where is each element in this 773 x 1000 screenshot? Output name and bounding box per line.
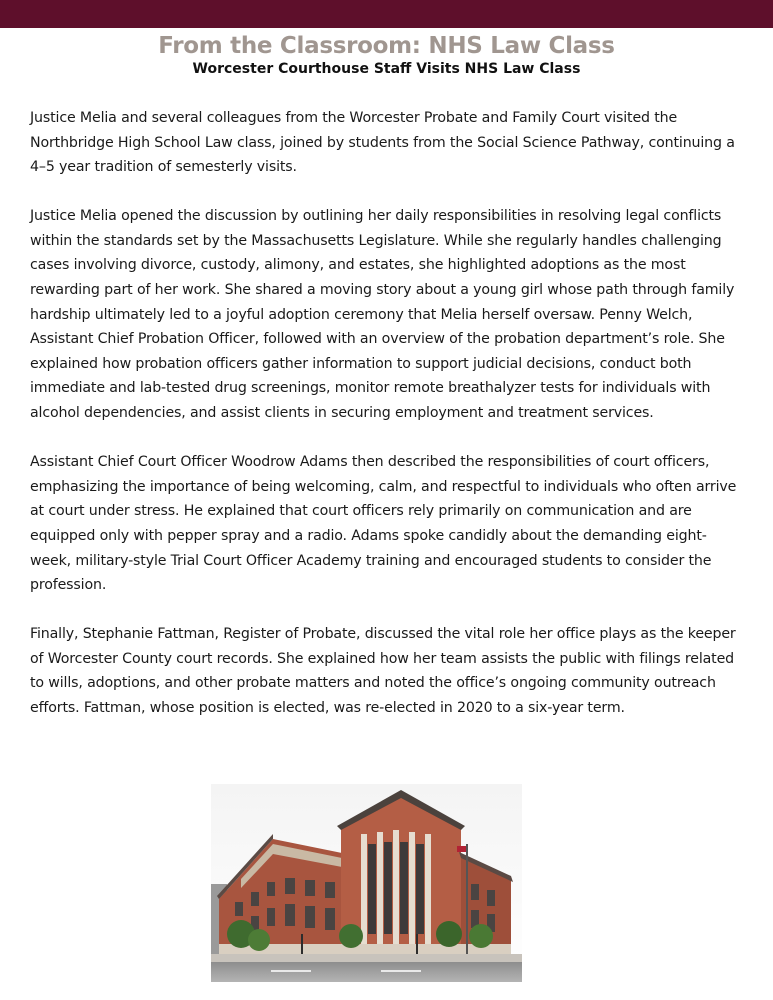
article-paragraph: Finally, Stephanie Fattman, Register of Probate, discussed the vital role her office plays as the keeper of Worcester County court records. She explained how her team assists the public with filings related to wills, adoptions, and other probate matters and noted the office’s ongoing community outreach efforts. Fattman, whose position is elected, was re-elected in 2020 to a six-year term. — [30, 626, 736, 716]
article-body — [30, 106, 745, 745]
page-title: From the Classroom: NHS Law Class — [158, 33, 615, 59]
page-subtitle: Worcester Courthouse Staff Visits NHS Law Class — [192, 61, 581, 77]
courthouse-photo — [211, 784, 522, 982]
article-paragraph: Justice Melia and several colleagues from the Worcester Probate and Family Court visited the Northbridge High School Law class, joined by students from the Social Science Pathway, continuing a 4–5 year tradition of semesterly visits. — [30, 110, 735, 176]
article-paragraph: Assistant Chief Court Officer Woodrow Adams then described the responsibilities of court officers, emphasizing the importance of being welcoming, calm, and respectful to individuals who often arrive at court under stress. He explained that court officers rely primarily on communication and are equipped only with pepper spray and a radio. Adams spoke candidly about the demanding eight-week, military-style Trial Court Officer Academy training and encouraged students to consider the profession. — [30, 454, 737, 594]
header-bar — [0, 0, 773, 28]
article-paragraph: Justice Melia opened the discussion by outlining her daily responsibilities in resolving legal conflicts within the standards set by the Massachusetts Legislature. While she regularly handles challenging cases involving divorce, custody, alimony, and estates, she highlighted adoptions as the most rewarding part of her work. She shared a moving story about a young girl whose path through family hardship ultimately led to a joyful adoption ceremony that Melia herself oversaw. Penny Welch, Assistant Chief Probation Officer, followed with an overview of the probation department’s role. She explained how probation officers gather information to support judicial decisions, conduct both immediate and lab-tested drug screenings, monitor remote breathalyzer tests for individuals with alcohol dependencies, and assist clients in securing employment and treatment services. — [30, 208, 735, 422]
